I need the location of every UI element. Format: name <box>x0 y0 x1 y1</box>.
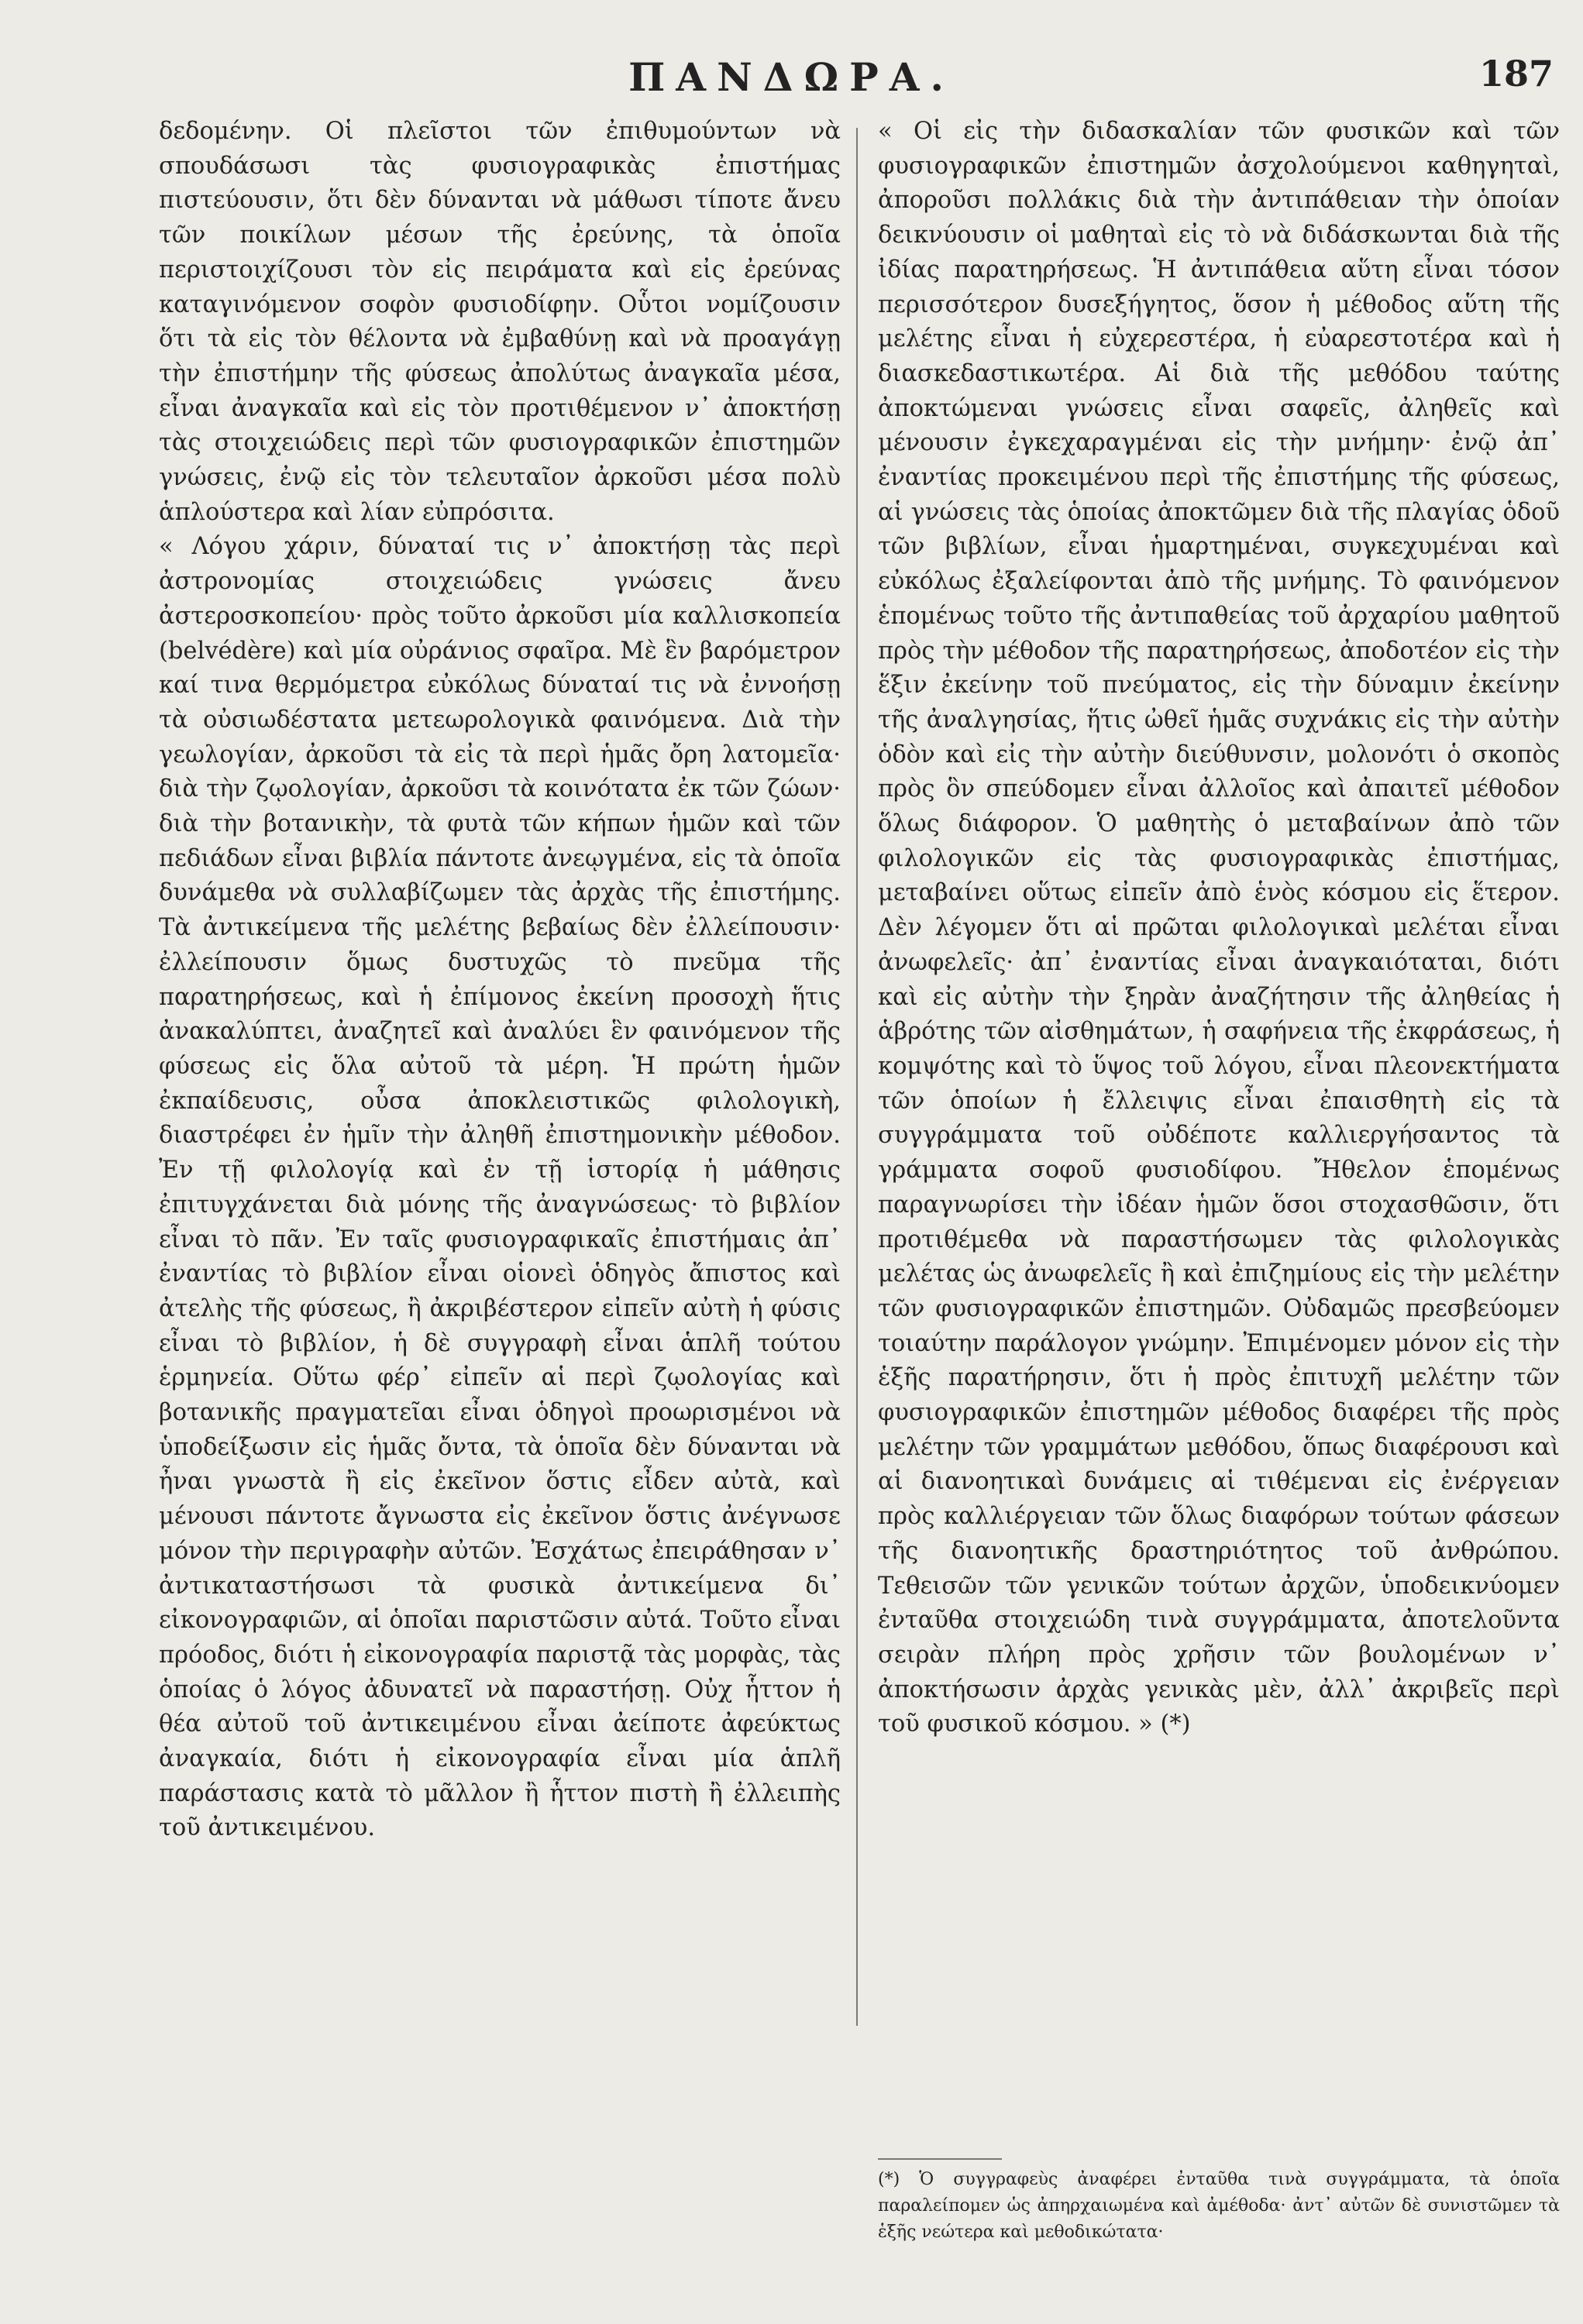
running-title: ΠΑΝΔΩΡΑ. <box>628 54 955 100</box>
page-header <box>0 48 1583 110</box>
paragraph: « Λόγου χάριν, δύναταί τις ν᾽ ἀποκτήσῃ τὰς περὶ ἀστρονομίας στοιχειώδεις γνώσεις ἄνευ ἀστεροσκοπείου· πρὸς τοῦτο ἀρκοῦσι μία καλλισκοπεία (belvédère) καὶ μία οὐράνιος σφαῖρα. Μὲ ἓν βαρόμετρον καί τινα θερμόμετρα εὐκόλως δύναταί τις νὰ ἐννοήσῃ τὰ οὐσιωδέστατα μετεωρολογικὰ φαινόμενα. Διὰ τὴν γεωλογίαν, ἀρκοῦσι τὰ εἰς τὰ περὶ ἡμᾶς ὄρη λατομεῖα· διὰ τὴν ζῳολογίαν, ἀρκοῦσι τὰ κοινότατα ἐκ τῶν ζώων· διὰ τὴν βοτανικὴν, τὰ φυτὰ τῶν κήπων ἡμῶν καὶ τῶν πεδιάδων εἶναι βιβλία πάντοτε ἀνεῳγμένα, εἰς τὰ ὁποῖα δυνάμεθα νὰ συλλαβίζωμεν τὰς ἀρχὰς τῆς ἐπιστήμης. Τὰ ἀντικείμενα τῆς μελέτης βεβαίως δὲν ἐλλείπουσιν· ἐλλείπουσιν ὅμως δυστυχῶς τὸ πνεῦμα τῆς παρατηρήσεως, καὶ ἡ ἐπίμονος ἐκείνη προσοχὴ ἥτις ἀνακαλύπτει, ἀναζητεῖ καὶ ἀναλύει ἓν φαινόμενον τῆς φύσεως εἰς ὅλα αὐτοῦ τὰ μέρη. Ἡ πρώτη ἡμῶν ἐκπαίδευσις, οὖσα ἀποκλειστικῶς φιλολογικὴ, διαστρέφει ἐν ἡμῖν τὴν ἀληθῆ ἐπιστημονικὴν μέθοδον. Ἐν τῇ φιλολογίᾳ καὶ ἐν τῇ ἱστορίᾳ ἡ μάθησις ἐπιτυγχάνεται διὰ μόνης τῆς ἀναγνώσεως· τὸ βιβλίον εἶναι τὸ πᾶν. Ἐν ταῖς φυσιογραφικαῖς ἐπιστήμαις ἀπ᾽ ἐναντίας τὸ βιβλίον εἶναι οἱονεὶ ὁδηγὸς ἄπιστος καὶ ἀτελὴς τῆς φύσεως, ἢ ἀκριβέστερον εἰπεῖν αὐτὴ ἡ φύσις εἶναι τὸ βιβλίον, ἡ δὲ συγγραφὴ εἶναι ἁπλῆ τούτου ἑρμηνεία. Οὕτω φέρ᾽ εἰπεῖν αἱ περὶ ζῳολογίας καὶ βοτανικῆς πραγματεῖαι εἶναι ὁδηγοὶ προωρισμένοι νὰ ὑποδείξωσιν εἰς ἡμᾶς ὄντα, τὰ ὁποῖα δὲν δύνανται νὰ ἦναι γνωστὰ ἢ εἰς ἐκεῖνον ὅστις εἶδεν αὐτὰ, καὶ μένουσι πάντοτε ἄγνωστα εἰς ἐκεῖνον ὅστις ἀνέγνωσε μόνον τὴν περιγραφὴν αὐτῶν. Ἐσχάτως ἐπειράθησαν ν᾽ ἀντικαταστήσωσι τὰ φυσικὰ ἀντικείμενα δι᾽ εἰκονογραφιῶν, αἱ ὁποῖαι παριστῶσιν αὐτά. Τοῦτο εἶναι πρόοδος, διότι ἡ εἰκονογραφία παριστᾷ τὰς μορφὰς, τὰς ὁποίας ὁ λόγος ἀδυνατεῖ νὰ παραστήσῃ. Οὐχ ἧττον ἡ θέα αὐτοῦ τοῦ ἀντικειμένου εἶναι ἀείποτε ἀφεύκτως ἀναγκαία, διότι ἡ εἰκονογραφία εἶναι μία ἁπλῆ παράστασις κατὰ τὸ μᾶλλον ἢ ἧττον πιστὴ ἢ ἐλλειπὴς τοῦ ἀντικειμένου. <box>159 533 841 1842</box>
paragraph: « Οἱ εἰς τὴν διδασκαλίαν τῶν φυσικῶν καὶ τῶν φυσιογραφικῶν ἐπιστημῶν ἀσχολούμενοι καθηγηταὶ, ἀποροῦσι πολλάκις διὰ τὴν ἀντιπάθειαν τὴν ὁποίαν δεικνύουσιν οἱ μαθηταὶ εἰς τὸ νὰ διδάσκωνται διὰ τῆς ἰδίας παρατηρήσεως. Ἡ ἀντιπάθεια αὕτη εἶναι τόσον περισσότερον δυσεξήγητος, ὅσον ἡ μέθοδος αὕτη τῆς μελέτης εἶναι ἡ εὐχερεστέρα, ἡ εὐαρεστοτέρα καὶ ἡ διασκεδαστικωτέρα. Αἱ διὰ τῆς μεθόδου ταύτης ἀποκτώμεναι γνώσεις εἶναι σαφεῖς, ἀληθεῖς καὶ μένουσιν ἐγκεχαραγμέναι εἰς τὴν μνήμην· ἐνῷ ἀπ᾽ ἐναντίας προκειμένου περὶ τῆς ἐπιστήμης τῆς φύσεως, αἱ γνώσεις τὰς ὁποίας ἀποκτῶμεν διὰ τῆς πλαγίας ὁδοῦ τῶν βιβλίων, εἶναι ἡμαρτημέναι, συγκεχυμέναι καὶ εὐκόλως ἐξαλείφονται ἀπὸ τῆς μνήμης. Τὸ φαινόμενον ἑπομένως τοῦτο τῆς ἀντιπαθείας τοῦ ἀρχαρίου μαθητοῦ πρὸς τὴν μέθοδον τῆς παρατηρήσεως, ἀποδοτέον εἰς τὴν ἕξιν ἐκείνην τοῦ πνεύματος, εἰς τὴν δύναμιν ἐκείνην τῆς ἀναλγησίας, ἥτις ὠθεῖ ἡμᾶς συχνάκις εἰς τὴν αὐτὴν ὁδὸν καὶ εἰς τὴν αὐτὴν διεύθυνσιν, μολονότι ὁ σκοπὸς πρὸς ὃν σπεύδομεν εἶναι ἀλλοῖος καὶ ἀπαιτεῖ μέθοδον ὅλως διάφορον. Ὁ μαθητὴς ὁ μεταβαίνων ἀπὸ τῶν φιλολογικῶν εἰς τὰς φυσιογραφικὰς ἐπιστήμας, μεταβαίνει οὕτως εἰπεῖν ἀπὸ ἑνὸς κόσμου εἰς ἕτερον. Δὲν λέγομεν ὅτι αἱ πρῶται φιλολογικαὶ μελέται εἶναι ἀνωφελεῖς· ἀπ᾽ ἐναντίας εἶναι ἀναγκαιόταται, διότι καὶ εἰς αὐτὴν τὴν ξηρὰν ἀναζήτησιν τῆς ἀληθείας ἡ ἁβρότης τῶν αἰσθημάτων, ἡ σαφήνεια τῆς ἐκφράσεως, ἡ κομψότης καὶ τὸ ὕψος τοῦ λόγου, εἶναι πλεονεκτήματα τῶν ὁποίων ἡ ἔλλειψις εἶναι ἐπαισθητὴ εἰς τὰ συγγράμματα τοῦ οὐδέποτε καλλιεργήσαντος τὰ γράμματα σοφοῦ φυσιοδίφου. Ἤθελον ἑπομένως παραγνωρίσει τὴν ἰδέαν ἡμῶν ὅσοι στοχασθῶσιν, ὅτι προτιθέμεθα νὰ παραστήσωμεν τὰς φιλολογικὰς μελέτας ὡς ἀνωφελεῖς ἢ καὶ ἐπιζημίους εἰς τὴν μελέτην τῶν φυσιογραφικῶν ἐπιστημῶν. Οὐδαμῶς πρεσβεύομεν τοιαύτην παράλογον γνώμην. Ἐπιμένομεν μόνον εἰς τὴν ἑξῆς παρατήρησιν, ὅτι ἡ πρὸς ἐπιτυχῆ μελέτην τῶν φυσιογραφικῶν ἐπιστημῶν μέθοδος διαφέρει τῆς πρὸς μελέτην τῶν γραμμάτων μεθόδου, ὅπως διαφέρουσι καὶ αἱ διανοητικαὶ δυνάμεις αἱ τιθέμεναι εἰς ἐνέργειαν πρὸς καλλιέργειαν τῶν ὅλως διαφόρων τούτων φάσεων τῆς διανοητικῆς δραστηριότητος τοῦ ἀνθρώπου. Τεθεισῶν τῶν γενικῶν τούτων ἀρχῶν, ὑποδεικνύομεν ἐνταῦθα στοιχειώδη τινὰ συγγράμματα, ἀποτελοῦντα σειρὰν πλήρη πρὸς χρῆσιν τῶν βουλομένων ν᾽ ἀποκτήσωσιν ἀρχὰς γενικὰς μὲν, ἀλλ᾽ ἀκριβεῖς περὶ τοῦ φυσικοῦ κόσμου. » (*) <box>878 118 1560 1738</box>
footnote: (*) Ὁ συγγραφεὺς ἀναφέρει ἐνταῦθα τινὰ συγγράμματα, τὰ ὁποῖα παραλείπομεν ὡς ἀπηρχαιωμένα καὶ ἀμέθοδα· ἀντ᾽ αὐτῶν δὲ συνιστῶμεν τὰ ἑξῆς νεώτερα καὶ μεθοδικώτατα· <box>878 2170 1560 2242</box>
column-divider <box>856 128 858 2026</box>
left-column <box>159 115 841 1846</box>
paragraph: δεδομένην. Οἱ πλεῖστοι τῶν ἐπιθυμούντων νὰ σπουδάσωσι τὰς φυσιογραφικὰς ἐπιστήμας πιστεύουσιν, ὅτι δὲν δύνανται νὰ μάθωσι τίποτε ἄνευ τῶν ποικίλων μέσων τῆς ἐρεύνης, τὰ ὁποῖα περιστοιχίζουσι τὸν εἰς πειράματα καὶ εἰς ἐρεύνας καταγινόμενον σοφὸν φυσιοδίφην. Οὗτοι νομίζουσιν ὅτι τὰ εἰς τὸν θέλοντα νὰ ἐμβαθύνῃ καὶ νὰ προαγάγῃ τὴν ἐπιστήμην τῆς φύσεως ἀπολύτως ἀναγκαῖα μέσα, εἶναι ἀναγκαῖα καὶ εἰς τὸν προτιθέμενον ν᾽ ἀποκτήσῃ τὰς στοιχειώδεις περὶ τῶν φυσιογραφικῶν ἐπιστημῶν γνώσεις, ἐνῷ εἰς τὸν τελευταῖον ἀρκοῦσι μέσα πολὺ ἁπλούστερα καὶ λίαν εὐπρόσιτα. <box>159 118 841 526</box>
right-column <box>878 115 1560 1742</box>
footnote-rule <box>878 2158 1002 2160</box>
page-number: 187 <box>1478 53 1554 95</box>
